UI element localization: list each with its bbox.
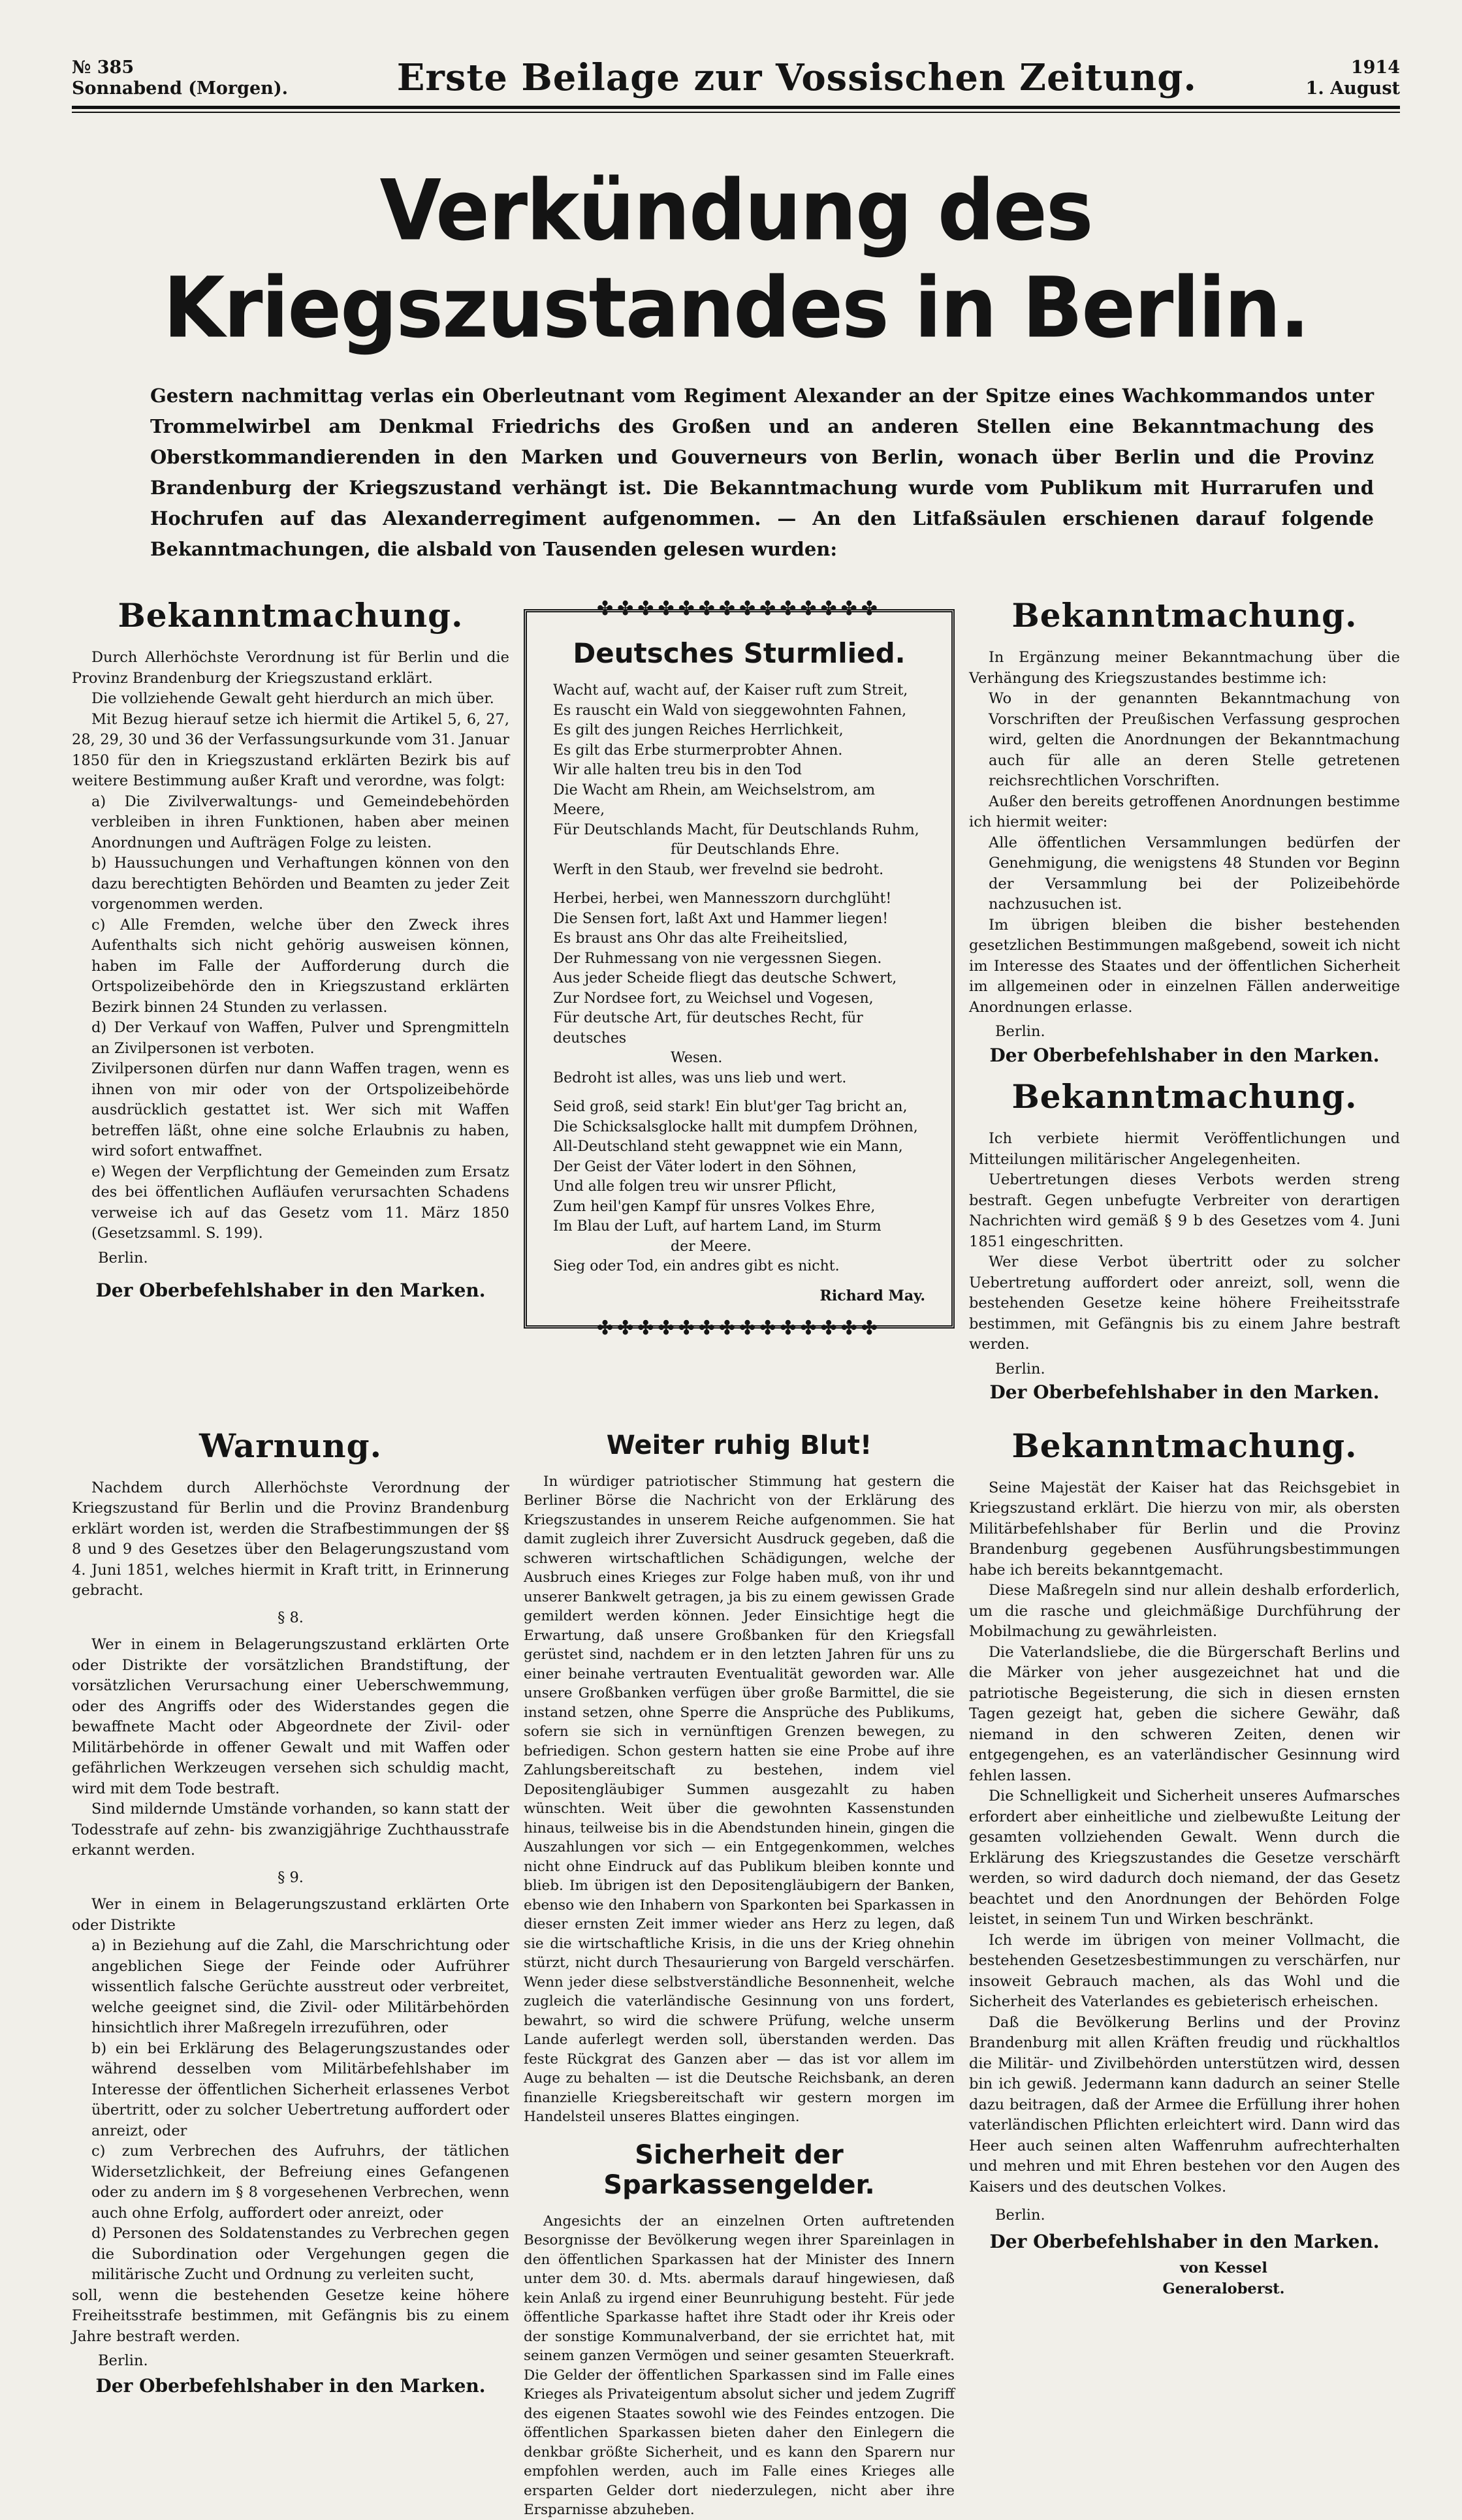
issue-number: № 385: [72, 57, 135, 78]
signatory-rank: Generaloberst.: [1162, 2280, 1285, 2297]
paragraph-heading: § 8.: [278, 1609, 304, 1626]
col2-poem: [524, 596, 955, 1403]
masthead: [72, 46, 1400, 99]
stanza: [553, 1097, 925, 1277]
paragraph: Wer in einem in Belagerungszustand erklärten Orte oder Distrikte: [72, 1896, 509, 1934]
place-line: Berlin.: [995, 1023, 1045, 1040]
poem-line: Sieg oder Tod, ein andres gibt es nicht.: [553, 1258, 840, 1274]
poem-line: für Deutschlands Ehre.: [671, 842, 840, 858]
paragraph: Nachdem durch Allerhöchste Verordnung der Kriegszustand für Berlin und die Provinz Brandenburg erklärt worden ist, werden die Strafbestimmungen der §§ 8 und 9 des Gesetzes über den Belagerungszustand vom 4. Juni 1851, welches hiermit in Kraft tritt, in Erinnerung gebracht.: [72, 1479, 509, 1599]
poem-line: Wir alle halten treu bis in den Tod: [553, 762, 803, 778]
stanza: [553, 681, 925, 880]
paragraph: a) in Beziehung auf die Zahl, die Marschrichtung oder angeblichen Siege der Feinde oder Aufrührer wissentlich falsche Gerüchte ausstreut oder verbreitet, welche geeignet sind, die Zivil- oder Militärbehörden hinsichtlich ihrer Maßregeln irrezuführen, oder: [91, 1937, 509, 2036]
poem-line: Es gilt das Erbe sturmerprobter Ahnen.: [553, 742, 843, 759]
signature: Der Oberbefehlshaber in den Marken.: [989, 1044, 1380, 1066]
poem-line: Herbei, herbei, wen Mannesszorn durchglüht!: [553, 890, 892, 907]
section-title: Bekanntmachung.: [118, 596, 464, 635]
signature: Der Oberbefehlshaber in den Marken.: [95, 2374, 486, 2397]
paragraph: Ich werde im übrigen von meiner Vollmacht, die bestehenden Gesetzesbestimmungen zu verschärfen, nur insoweit Gebrauch machen, als das Wohl und die Sicherheit des Vaterlandes es gebieterisch erheischen.: [969, 1931, 1400, 2010]
newspaper-title: Erste Beilage zur Vossischen Zeitung.: [396, 56, 1197, 99]
section-body: [72, 1478, 509, 2397]
paragraph: b) Haussuchungen und Verhaftungen können von den dazu berechtigten Behörden und Beamten zu jeder Zeit vorgenommen werden.: [91, 855, 509, 913]
paragraph: Sind mildernde Umstände vorhanden, so kann statt der Todesstrafe auf zehn- bis zwanzigjährige Zuchthausstrafe erkannt werden.: [72, 1801, 509, 1859]
place-line: Berlin.: [98, 2352, 148, 2369]
poem-line: Es gilt des jungen Reiches Herrlichkeit,: [553, 722, 844, 738]
poem-line: Die Wacht am Rhein, am Weichselstrom, am Meere,: [553, 781, 876, 818]
poem-line: Wesen.: [671, 1050, 723, 1066]
article-body: [524, 2212, 955, 2520]
paragraph: Daß die Bevölkerung Berlins und der Provinz Brandenburg mit allen Kräften freudig und rückhaltlos die Militär- und Zivilbehörden unterstützen wird, dessen bin ich gewiß. Jedermann kann dadurch an seiner Stelle dazu beitragen, daß der Armee die Erfüllung ihrer hohen vaterländischen Pflichten erleichtert wird. Dann wird das Heer auch seinen alten Waffenruhm aufrechterhalten und mehren und mit Ehren bestehen vor den Augen des Kaisers und des deutschen Volkes.: [969, 2013, 1400, 2196]
poem-line: Bedroht ist alles, was uns lieb und wert.: [553, 1069, 847, 1086]
paragraph: b) ein bei Erklärung des Belagerungszustandes oder während desselben vom Militärbefehlshaber im Interesse der öffentlichen Sicherheit erlassenes Verbot übertritt, oder zu solcher Uebertretung auffordert oder anreizt, oder: [91, 2040, 509, 2139]
signature: Der Oberbefehlshaber in den Marken.: [95, 1280, 486, 1301]
paragraph: e) Wegen der Verpflichtung der Gemeinden zum Ersatz des bei öffentlichen Aufläufen verursachten Schadens verweise ich auf das Gesetz vom 11. März 1850 (Gesetzsamml. S. 199).: [91, 1163, 509, 1242]
article-title: Sicherheit der Sparkassengelder.: [603, 2139, 875, 2200]
place-line: Berlin.: [995, 1360, 1045, 1378]
poem-line: Die Schicksalsglocke hallt mit dumpfem Dröhnen,: [553, 1118, 918, 1135]
paragraph: c) Alle Fremden, welche über den Zweck ihres Aufenthalts sich nicht gehörig ausweisen können, haben im Falle der Aufforderung durch die Ortspolizeibehörde den in Kriegszustand erklärten Bezirk binnen 24 Stunden zu verlassen.: [91, 916, 509, 1016]
paragraph: d) Personen des Soldatenstandes zu Verbrechen gegen die Subordination oder Vergehungen gegen die militärische Zucht und Ordnung zu verleiten sucht,: [91, 2225, 509, 2283]
poem-body: [553, 681, 925, 1306]
paragraph: Mit Bezug hierauf setze ich hiermit die Artikel 5, 6, 27, 28, 29, 30 und 36 der Verfassungsurkunde vom 31. Januar 1850 für den in Kriegszustand erklärten Bezirk bis auf weitere Bestimmung außer Kraft und verordne, was folgt:: [72, 710, 509, 789]
section-body: [969, 648, 1400, 1065]
poem-line: Werft in den Staub, wer frevelnd sie bedroht.: [553, 861, 884, 878]
poem-author: Richard May.: [819, 1287, 925, 1304]
ornament-border-top: ✤✤✤✤✤✤✤✤✤✤✤✤✤✤: [597, 597, 882, 620]
paragraph: In würdiger patriotischer Stimmung hat gestern die Berliner Börse die Nachricht von der Erklärung des Kriegszustandes in unserem Reiche aufgenommen. Sie hat damit zugleich ihrer Zuversicht Ausdruck gegeben, daß die schweren wirtschaftlichen Schädigungen, welche der Ausbruch eines Krieges zur Folge haben muß, von ihr und unserer Bankwelt getragen, ja bis zu einem gewissen Grade gemildert werden können. Jeder Einsichtige hegt die Erwartung, daß unsere Großbanken für den Kriegsfall gerüstet sind, nachdem er in den letzten Jahren für uns zu einer beinahe vertrauten Eventualität geworden war. Alle unsere Großbanken verfügen über große Barmittel, die sie instand setzen, ohne Sperre die Ansprüche des Publikums, sofern sie sich in vernünftigen Grenzen bewegen, zu befriedigen. Schon gestern hatten sie eine Probe auf ihre Zahlungsbereitschaft zu bestehen, indem viel Depositengläubiger Summen ausgezahlt zu haben wünschten. Weit über die gewohnten Kassenstunden hinaus, teilweise bis in die Abendstunden hinein, gingen die Auszahlungen vor sich — ein Entgegenkommen, welches nicht ohne Eindruck auf das Publikum bleiben konnte und blieb. Im übrigen ist den Depositengläubigern der Banken, ebenso wie den Inhabern von Sparkonten bei Sparkassen in dieser ernsten Zeit immer wieder ans Herz zu legen, daß sie die wirtschaftliche Krisis, in die uns der Krieg ohnehin stürzt, nicht durch Thesaurierung von Bargeld verschärfen. Wenn jeder diese selbstverständliche Besonnenheit, welche zugleich die vaterländische Gesinnung von uns fordert, bewahrt, so wird die schwere Prüfung, welche unserm Lande auferlegt werden soll, überstanden werden. Das feste Rückgrat des Ganzen aber — das ist vor allem im Auge zu behalten — ist die Deutsche Reichsbank, an deren finanzielle Kriegsbereitschaft wir gestern morgen im Handelsteil unseres Blattes eingingen.: [524, 1473, 955, 2125]
poem-line: Der Ruhmessang von nie vergessnen Siegen.: [553, 950, 882, 967]
poem-line: Wacht auf, wacht auf, der Kaiser ruft zum Streit,: [553, 682, 908, 699]
masthead-rule: [72, 106, 1400, 109]
signature: Der Oberbefehlshaber in den Marken.: [989, 2230, 1380, 2252]
section-body: [72, 648, 509, 1301]
section-body: [969, 1129, 1400, 1403]
paragraph: Angesichts der an einzelnen Orten auftretenden Besorgnisse der Bevölkerung wegen ihrer Spareinlagen in den öffentlichen Sparkassen hat der Minister des Innern unter dem 30. d. Mts. abermals darauf hingewiesen, daß kein Anlaß zu irgend einer Beunruhigung besteht. Für jede öffentliche Sparkasse haftet ihre Stadt oder ihr Kreis oder der sonstige Kommunalverband, der sie errichtet hat, mit seinem ganzen Vermögen und seiner gesamten Steuerkraft. Die Gelder der öffentlichen Sparkassen sind im Falle eines Krieges als Privateigentum absolut sicher und jedem Zugriff des eigenen Staates sowohl wie des Feindes entzogen. Die öffentlichen Sparkassen bieten daher den Einlegern die denkbar größte Sicherheit, und es kann den Sparern nur empfohlen werden, auch im Falle eines Krieges alle ersparten Gelder dort niederzulegen, nicht aber ihre Ersparnisse abzuheben.: [524, 2213, 955, 2518]
paragraph: d) Der Verkauf von Waffen, Pulver und Sprengmitteln an Zivilpersonen ist verboten.: [91, 1019, 509, 1057]
paragraph: Außer den bereits getroffenen Anordnungen bestimme ich hiermit weiter:: [969, 793, 1400, 830]
section-title: Bekanntmachung.: [1011, 1426, 1358, 1465]
poem-frame: [524, 597, 955, 1340]
paragraph: Alle öffentlichen Versammlungen bedürfen der Genehmigung, die wenigstens 48 Stunden vor Beginn der Versammlung bei der Polizeibehörde nachzusuchen ist.: [989, 834, 1400, 913]
poem-line: Es rauscht ein Wald von sieggewohnten Fahnen,: [553, 702, 907, 719]
issue-day: Sonnabend (Morgen).: [72, 78, 288, 99]
poem-line: All-Deutschland steht gewappnet wie ein Mann,: [553, 1139, 903, 1155]
col3-announcements: [969, 596, 1400, 1403]
poem-line: Zur Nordsee fort, zu Weichsel und Vogesen,: [553, 990, 874, 1007]
col3-announcement-bottom: [969, 1426, 1400, 2520]
poem-line: Der Geist der Väter lodert in den Söhnen,: [553, 1158, 857, 1175]
article-title: Weiter ruhig Blut!: [606, 1430, 872, 1460]
poem-line: Seid groß, seid stark! Ein blut'ger Tag bricht an,: [553, 1099, 908, 1115]
headline: Verkündung des Kriegszustandes in Berlin.: [163, 161, 1309, 357]
issue-info: [72, 57, 288, 99]
paragraph: Die Vaterlandsliebe, die die Bürgerschaft Berlins und die Märker von jeher ausgezeichnet hat und die patriotische Begeisterung, die sich in diesen ernsten Tagen gezeigt hat, geben die sichere Gewähr, daß niemand in den schweren Zeiten, denen wir entgegengehen, es an vaterländischer Gesinnung wird fehlen lassen.: [969, 1643, 1400, 1784]
place-line: Berlin.: [995, 2207, 1045, 2224]
section-body: [969, 1478, 1400, 2300]
stanza: [553, 889, 925, 1088]
section-title: Warnung.: [199, 1426, 382, 1465]
poem-line: Für deutsche Art, für deutsches Recht, für deutsches: [553, 1010, 863, 1047]
article-body: [524, 1472, 955, 2127]
paragraph: Ich verbiete hiermit Veröffentlichungen und Mitteilungen militärischer Angelegenheiten.: [969, 1130, 1400, 1168]
paragraph: Uebertretungen dieses Verbots werden streng bestraft. Gegen unbefugte Verbreiter von derartigen Nachrichten wird gemäß § 9 b des Gesetzes vom 4. Juni 1851 eingeschritten.: [969, 1171, 1400, 1250]
paragraph: soll, wenn die bestehenden Gesetze keine höhere Freiheitsstrafe bestimmen, mit Gefängnis bis zu einem Jahre bestraft werden.: [72, 2286, 509, 2345]
place-line: Berlin.: [98, 1249, 148, 1267]
paragraph: Diese Maßregeln sind nur allein deshalb erforderlich, um die rasche und gleichmäßige Durchführung der Mobilmachung zu gewährleisten.: [969, 1582, 1400, 1640]
poem-line: Die Sensen fort, laßt Axt und Hammer liegen!: [553, 910, 889, 927]
col2-articles: [524, 1426, 955, 2520]
ornament-border-bottom: ✤✤✤✤✤✤✤✤✤✤✤✤✤✤: [597, 1317, 882, 1340]
issue-date: [1306, 57, 1400, 99]
paragraph: Die Schnelligkeit und Sicherheit unseres Aufmarsches erfordert aber einheitliche und zielbewußte Leitung der gesamten vollziehenden Gewalt. Wenn durch die Erklärung des Kriegszustandes die Gesetze verschärft werden, so wird dadurch doch niemand, der das Gesetz beachtet und den Anordnungen der Behörden Folge leistet, in seinem Tun und Wirken beschränkt.: [969, 1788, 1400, 1928]
poem-line: Im Blau der Luft, auf hartem Land, im Sturm: [553, 1218, 882, 1235]
poem-line: der Meere.: [671, 1238, 752, 1255]
issue-year: 1914: [1350, 57, 1400, 78]
signature: Der Oberbefehlshaber in den Marken.: [989, 1381, 1380, 1403]
masthead-rule-thin: [72, 112, 1400, 113]
paragraph: Die vollziehende Gewalt geht hierdurch an mich über.: [91, 690, 494, 707]
paragraph: c) zum Verbrechen des Aufruhrs, der tätlichen Widersetzlichkeit, der Befreiung eines Gefangenen oder zu andern im § 8 vorgesehenen Verbrechen, wenn auch ohne Erfolg, auffordert oder anreizt, oder: [91, 2143, 509, 2222]
paragraph: Wer in einem in Belagerungszustand erklärten Orte oder Distrikte der vorsätzlichen Brandstiftung, der vorsätzlichen Verursachung einer Ueberschwemmung, oder des Angriffs oder des Widerstandes gegen die bewaffnete Macht oder Abgeordnete der Zivil- oder Militärbehörde in offener Gewalt und mit Waffen oder gefährlichen Werkzeugen versehen sich schuldig macht, wird mit dem Tode bestraft.: [72, 1636, 509, 1797]
issue-day-month: 1. August: [1305, 78, 1400, 99]
poem-line: Und alle folgen treu wir unsrer Pflicht,: [553, 1178, 837, 1195]
signatory-name: von Kessel: [1180, 2260, 1267, 2276]
paragraph: Seine Majestät der Kaiser hat das Reichsgebiet in Kriegszustand erklärt. Die hierzu von mir, als obersten Militärbefehlshaber für Berlin und die Provinz Brandenburg gegebenen Ausführungsbestimmungen habe ich bereits bekanntgemacht.: [969, 1479, 1400, 1579]
paragraph: Wer diese Verbot übertritt oder zu solcher Uebertretung auffordert oder anreizt, soll, wenn die bestehenden Gesetze keine höhere Freiheitsstrafe bestimmen, mit Gefängnis bis zu einem Jahre bestraft werden.: [969, 1253, 1400, 1353]
poem-line: Zum heil'gen Kampf für unsres Volkes Ehre,: [553, 1198, 876, 1215]
poem-line: Es braust ans Ohr das alte Freiheitslied,: [553, 930, 848, 947]
col1-announcement: [72, 596, 509, 1403]
poem-line: Für Deutschlands Macht, für Deutschlands Ruhm,: [553, 821, 919, 838]
paragraph: In Ergänzung meiner Bekanntmachung über die Verhängung des Kriegszustandes bestimme ich:: [969, 649, 1400, 687]
poem-line: Aus jeder Scheide fliegt das deutsche Schwert,: [553, 970, 897, 986]
paragraph: Zivilpersonen dürfen nur dann Waffen tragen, wenn es ihnen von mir oder von der Ortspolizeibehörde ausdrücklich gestattet ist. Wer sich mit Waffen betreffen läßt, ohne eine solche Erlaubnis zu haben, wird sofort entwaffnet.: [91, 1060, 509, 1159]
paragraph: Durch Allerhöchste Verordnung ist für Berlin und die Provinz Brandenburg der Kriegszustand erklärt.: [72, 649, 509, 687]
section-title: Bekanntmachung.: [1011, 596, 1358, 635]
section-title: Bekanntmachung.: [1011, 1077, 1358, 1116]
paragraph: Im übrigen bleiben die bisher bestehenden gesetzlichen Bestimmungen maßgebend, soweit ich nicht im Interesse des Staates und der öffentlichen Sicherheit im allgemeinen oder in einzelnen Fällen anderweitige Anordnungen erlasse.: [969, 916, 1400, 1016]
paragraph: a) Die Zivilverwaltungs- und Gemeindebehörden verbleiben in ihren Funktionen, haben aber meinen Anordnungen und Aufträgen Folge zu leisten.: [91, 793, 509, 851]
row-bottom: [72, 1426, 1400, 2520]
paragraph: Wo in der genannten Bekanntmachung von Vorschriften der Preußischen Verfassung gesprochen wird, gelten die Anordnungen der Bekanntmachung auch für alle an deren Stelle getretenen reichsrechtlichen Vorschriften.: [989, 690, 1400, 789]
paragraph-heading: § 9.: [278, 1868, 304, 1886]
col1-warning: [72, 1426, 509, 2520]
row-top: [72, 596, 1400, 1403]
intro-paragraph: Gestern nachmittag verlas ein Oberleutnant vom Regiment Alexander an der Spitze eines Wachkommandos unter Trommelwirbel am Denkmal Friedrichs des Großen und an anderen Stellen eine Bekanntmachung des Oberstkommandierenden in den Marken und Gouverneurs von Berlin, wonach über Berlin und die Provinz Brandenburg der Kriegszustand verhängt ist. Die Bekanntmachung wurde vom Publikum mit Hurrarufen und Hochrufen auf das Alexanderregiment aufgenommen. — An den Litfaßsäulen erschienen darauf folgende Bekanntmachungen, die alsbald von Tausenden gelesen wurden:: [150, 385, 1374, 560]
poem-title: Deutsches Sturmlied.: [573, 637, 906, 669]
